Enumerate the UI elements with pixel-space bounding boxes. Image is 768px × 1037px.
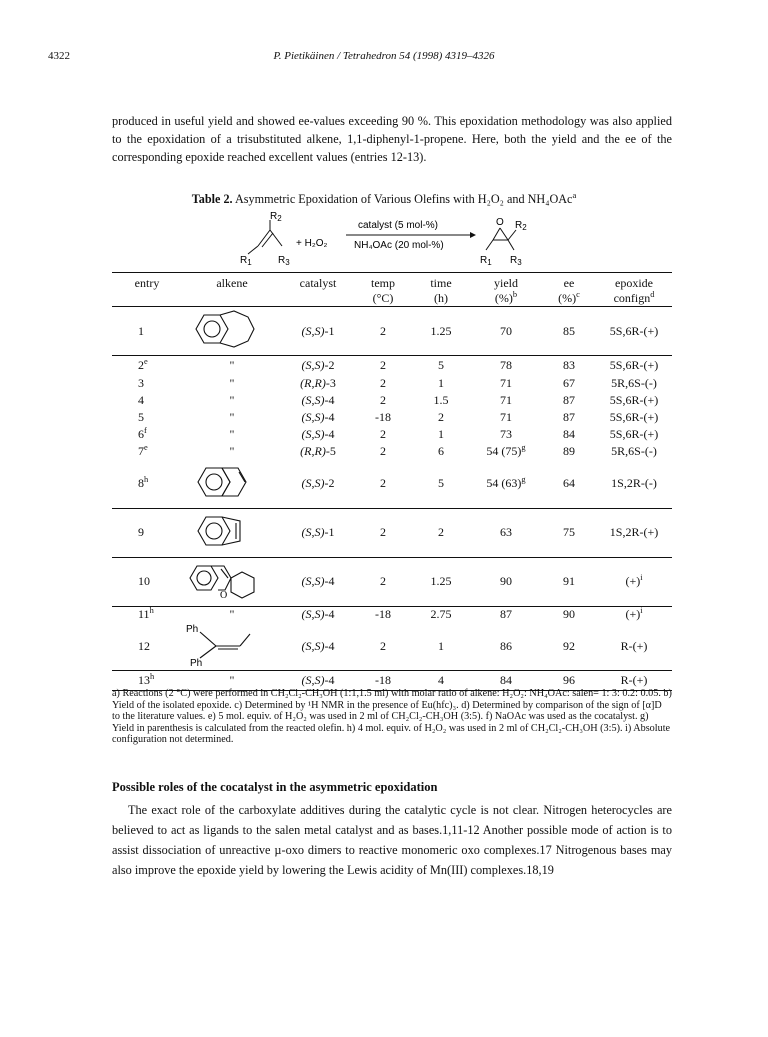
cell-ee: 67 (563, 375, 575, 390)
section-title: Possible roles of the cocatalyst in the asymmetric epoxidation (112, 780, 438, 794)
cell-temp: -18 (375, 673, 391, 687)
cell-time: 1.25 (430, 574, 452, 588)
cell-alkene: " (229, 673, 235, 687)
cell-catalyst: (S,S)-1 (301, 323, 335, 338)
epoxide-r1: $R_1$ (480, 255, 492, 267)
cell-catalyst: (S,S)-2 (301, 357, 335, 372)
table-row (112, 606, 672, 622)
cell-time: 1.25 (430, 323, 452, 338)
epoxide-structure (486, 228, 516, 250)
cell-ee: 91 (563, 574, 575, 588)
cell-time: 1 (438, 638, 444, 653)
cell-yield: 90 (500, 574, 512, 588)
table-header-row (112, 273, 672, 292)
cell-catalyst: (S,S)-4 (301, 574, 335, 588)
results-table (112, 272, 672, 691)
cell-alkene: " (229, 409, 235, 424)
dihydronaphthalene-structure (182, 460, 282, 504)
benzocycloheptene-structure (182, 307, 282, 351)
header-time: time (430, 276, 452, 290)
cell-epoxide: $(+)^i$ (625, 573, 643, 588)
cell-temp: 2 (380, 426, 386, 441)
r2-label: $R_2$ (270, 211, 282, 223)
cell-entry: 5 (138, 409, 144, 424)
cell-entry: 9 (138, 525, 144, 539)
cell-temp: 2 (380, 357, 386, 372)
cell-yield: 87 (500, 606, 512, 621)
cell-alkene: " (229, 426, 235, 441)
cell-catalyst: (S,S)-4 (301, 392, 335, 407)
cell-epoxide: 5R,6S-(-) (611, 375, 657, 390)
cell-epoxide: $(+)^i$ (625, 605, 643, 621)
spirochromene-structure (182, 558, 282, 602)
cell-ee: 90 (563, 606, 575, 621)
cell-epoxide: R-(+) (620, 673, 648, 687)
cell-catalyst: (S,S)-4 (301, 426, 335, 441)
table-body (112, 307, 672, 691)
unit-time: (h) (434, 291, 448, 305)
table-units-row (112, 291, 672, 307)
alkene-structure (248, 220, 282, 254)
table-row (112, 622, 672, 671)
cell-yield: 73 (500, 426, 512, 441)
cell-yield: 63 (500, 525, 512, 539)
cell-alkene (182, 508, 282, 557)
table-footnotes: a) Reactions (2 °C) were performed in CH₂Cl₂-CH₃OH (1:1,1.5 ml) with molar ratio of alkene: H₂O₂: NH₄OAc: salen= 1: 3: 0.2: 0.05. b) Yield of the isolated epoxide. c) Determined by ¹H NMR in the presence of Eu(hfc)₃. d) Determined by comparison of the sign of [α]D to the literature values. e) 5 mol. equiv. of H₂O₂ was used in 2 ml of CH₂Cl₂-CH₃OH (3:5). f) NaOAc was used as the cocatalyst. g) Yield in parenthesis is calculated from the reacted olefin. h) 4 mol. equiv. of H₂O₂ was used in 2 ml of CH₂Cl₂-CH₃OH (3:5). i) Absolute configuration not determined. (112, 688, 672, 746)
cell-ee: 92 (563, 638, 575, 653)
header-entry: entry (134, 276, 160, 290)
cell-epoxide: 1S,2R-(+) (609, 525, 659, 539)
page-number: 4322 (48, 50, 70, 62)
additive-condition: NH₄OAc (20 mol-%) (354, 240, 444, 251)
cell-ee: 75 (563, 525, 575, 539)
caption-label: Table 2. (191, 192, 233, 206)
intro-paragraph: produced in useful yield and showed ee-values exceeding 90 %. This epoxidation methodology was also applied to the epoxidation of a trisubstituted alkene, 1,1-diphenyl-1-propene. Here, both the yield and the ee of the corresponding epoxide reached excellent values (entries 12-13). (112, 114, 672, 164)
cell-alkene: " (229, 392, 235, 407)
cell-yield: 71 (500, 392, 512, 407)
phenyl-label: Ph (190, 658, 203, 666)
cell-catalyst: (S,S)-4 (301, 606, 335, 621)
cell-epoxide: 5S,6R-(+) (609, 357, 659, 372)
cell-time: 2 (438, 525, 444, 539)
ring-oxygen-label: O (220, 589, 228, 601)
cell-entry: 12 (138, 638, 150, 653)
cell-entry: 1 (138, 323, 144, 338)
cell-yield: 70 (500, 323, 512, 338)
epoxide-r2: $R_2$ (515, 220, 527, 232)
cell-catalyst: (S,S)-1 (301, 525, 335, 539)
cell-yield: 71 (500, 375, 512, 390)
table-row (112, 307, 672, 356)
cell-temp: 2 (380, 392, 386, 407)
cell-temp: 2 (380, 525, 386, 539)
cell-entry: 4 (138, 392, 144, 407)
cell-temp: 2 (380, 443, 386, 458)
cell-ee: 87 (563, 392, 575, 407)
cell-yield: 71 (500, 409, 512, 424)
cell-time: 6 (438, 443, 444, 458)
cell-ee: 89 (563, 443, 575, 458)
cell-time: 2.75 (430, 606, 452, 621)
diphenylpropene-structure (182, 622, 282, 666)
table-row (112, 392, 672, 409)
cell-epoxide: 5R,6S-(-) (611, 443, 657, 458)
cell-temp: 2 (380, 476, 386, 490)
epoxide-oxygen: O (496, 217, 504, 228)
r1-label: $R_1$ (240, 255, 252, 267)
caption-text: Asymmetric Epoxidation of Various Olefins with H₂O₂ and NH₄OAc (234, 192, 573, 206)
cell-alkene: " (229, 375, 235, 390)
cell-catalyst: (S,S)-4 (301, 673, 335, 687)
cell-time: 2 (438, 409, 444, 424)
r3-label: $R_3$ (278, 255, 290, 267)
cell-alkene (182, 622, 282, 671)
unit-ee: (%)$^c$ (558, 290, 580, 305)
cell-entry: 6$^f$ (138, 425, 147, 441)
indene-structure (182, 509, 282, 553)
cell-yield: 54 $(75)^g$ (486, 442, 526, 458)
table-row (112, 443, 672, 460)
table-row (112, 426, 672, 443)
cell-catalyst: (R,R)-3 (300, 375, 336, 390)
cell-yield: 86 (500, 638, 512, 653)
unit-temp: (°C) (372, 291, 394, 305)
caption-footnote-mark: a (572, 189, 577, 200)
cell-time: 5 (438, 357, 444, 372)
table-caption (0, 189, 768, 207)
header-alkene: alkene (216, 276, 248, 290)
table-row (112, 356, 672, 375)
header-epoxide: epoxide (615, 276, 653, 290)
cell-yield: 78 (500, 357, 512, 372)
cell-temp: -18 (375, 606, 391, 621)
cell-ee: 85 (563, 323, 575, 338)
cell-temp: 2 (380, 375, 386, 390)
reaction-scheme (218, 210, 558, 268)
table-row (112, 557, 672, 606)
cell-alkene (182, 307, 282, 356)
header-ee: ee (563, 276, 575, 290)
catalyst-condition: catalyst (5 mol-%) (358, 220, 439, 231)
cell-ee: 64 (563, 476, 575, 490)
cell-catalyst: (S,S)-2 (301, 476, 335, 490)
unit-epoxide: confign$^d$ (613, 290, 655, 305)
cell-time: 1 (438, 426, 444, 441)
arrow-head (470, 232, 476, 238)
cell-alkene (182, 557, 282, 606)
cell-temp: 2 (380, 638, 386, 653)
table-row (112, 375, 672, 392)
cell-catalyst: (S,S)-4 (301, 409, 335, 424)
cell-temp: 2 (380, 323, 386, 338)
cell-entry: 10 (138, 574, 150, 588)
header-yield: yield (494, 276, 518, 290)
table-row (112, 409, 672, 426)
cell-epoxide: R-(+) (620, 638, 648, 653)
cell-ee: 84 (563, 426, 575, 441)
header-catalyst: catalyst (299, 276, 337, 290)
cell-alkene: " (229, 606, 235, 621)
unit-yield: (%)$^b$ (494, 290, 518, 305)
cell-catalyst: (S,S)-4 (301, 638, 335, 653)
cell-time: 5 (438, 476, 444, 490)
cell-yield: 54 $(63)^g$ (486, 475, 526, 490)
cell-ee: 96 (563, 673, 575, 687)
section-paragraph: The exact role of the carboxylate additives during the catalytic cycle is not clear. Nitrogen heterocycles are believed to act as ligands to the salen metal catalyst and as bases.1,11-12 Another possible mode of action is to assist dissociation of unreactive µ-oxo dimers to reactive monomeric oxo complexes.17 Nitrogenous bases may also improve the epoxide yield by lowering the Lewis acidity of Mn(III) complexes.18,19 (112, 803, 672, 877)
cell-epoxide: 5S,6R-(+) (609, 409, 659, 424)
cell-entry: 7e (138, 442, 148, 458)
cell-alkene (182, 460, 282, 509)
cell-ee: 87 (563, 409, 575, 424)
cell-entry: 11$^h$ (138, 605, 154, 621)
cell-epoxide: 5S,6R-(+) (609, 323, 659, 338)
cell-time: 4 (438, 673, 444, 687)
cell-catalyst: (R,R)-5 (300, 443, 336, 458)
table-row (112, 460, 672, 509)
cell-entry: 8$^h$ (138, 475, 149, 490)
cell-temp: 2 (380, 574, 386, 588)
cell-alkene: " (229, 443, 235, 458)
cell-epoxide: 5S,6R-(+) (609, 426, 659, 441)
phenyl-label: Ph (186, 624, 199, 635)
cell-epoxide: 5S,6R-(+) (609, 392, 659, 407)
cell-entry: 13$^h$ (138, 672, 155, 687)
cell-ee: 83 (563, 357, 575, 372)
cell-temp: -18 (375, 409, 391, 424)
cell-yield: 84 (500, 673, 512, 687)
cell-epoxide: 1S,2R-(-) (611, 476, 657, 490)
cell-entry: 3 (138, 375, 144, 390)
epoxide-r3: $R_3$ (510, 255, 522, 267)
cell-time: 1.5 (433, 392, 449, 407)
running-title: P. Pietikäinen / Tetrahedron 54 (1998) 4319–4326 (273, 50, 495, 62)
h2o2-reagent: + H₂O₂ (296, 238, 328, 249)
table-row (112, 508, 672, 557)
cell-entry: 2e (138, 356, 148, 372)
cell-time: 1 (438, 375, 444, 390)
cell-alkene: " (229, 357, 235, 372)
header-temp: temp (371, 276, 395, 290)
